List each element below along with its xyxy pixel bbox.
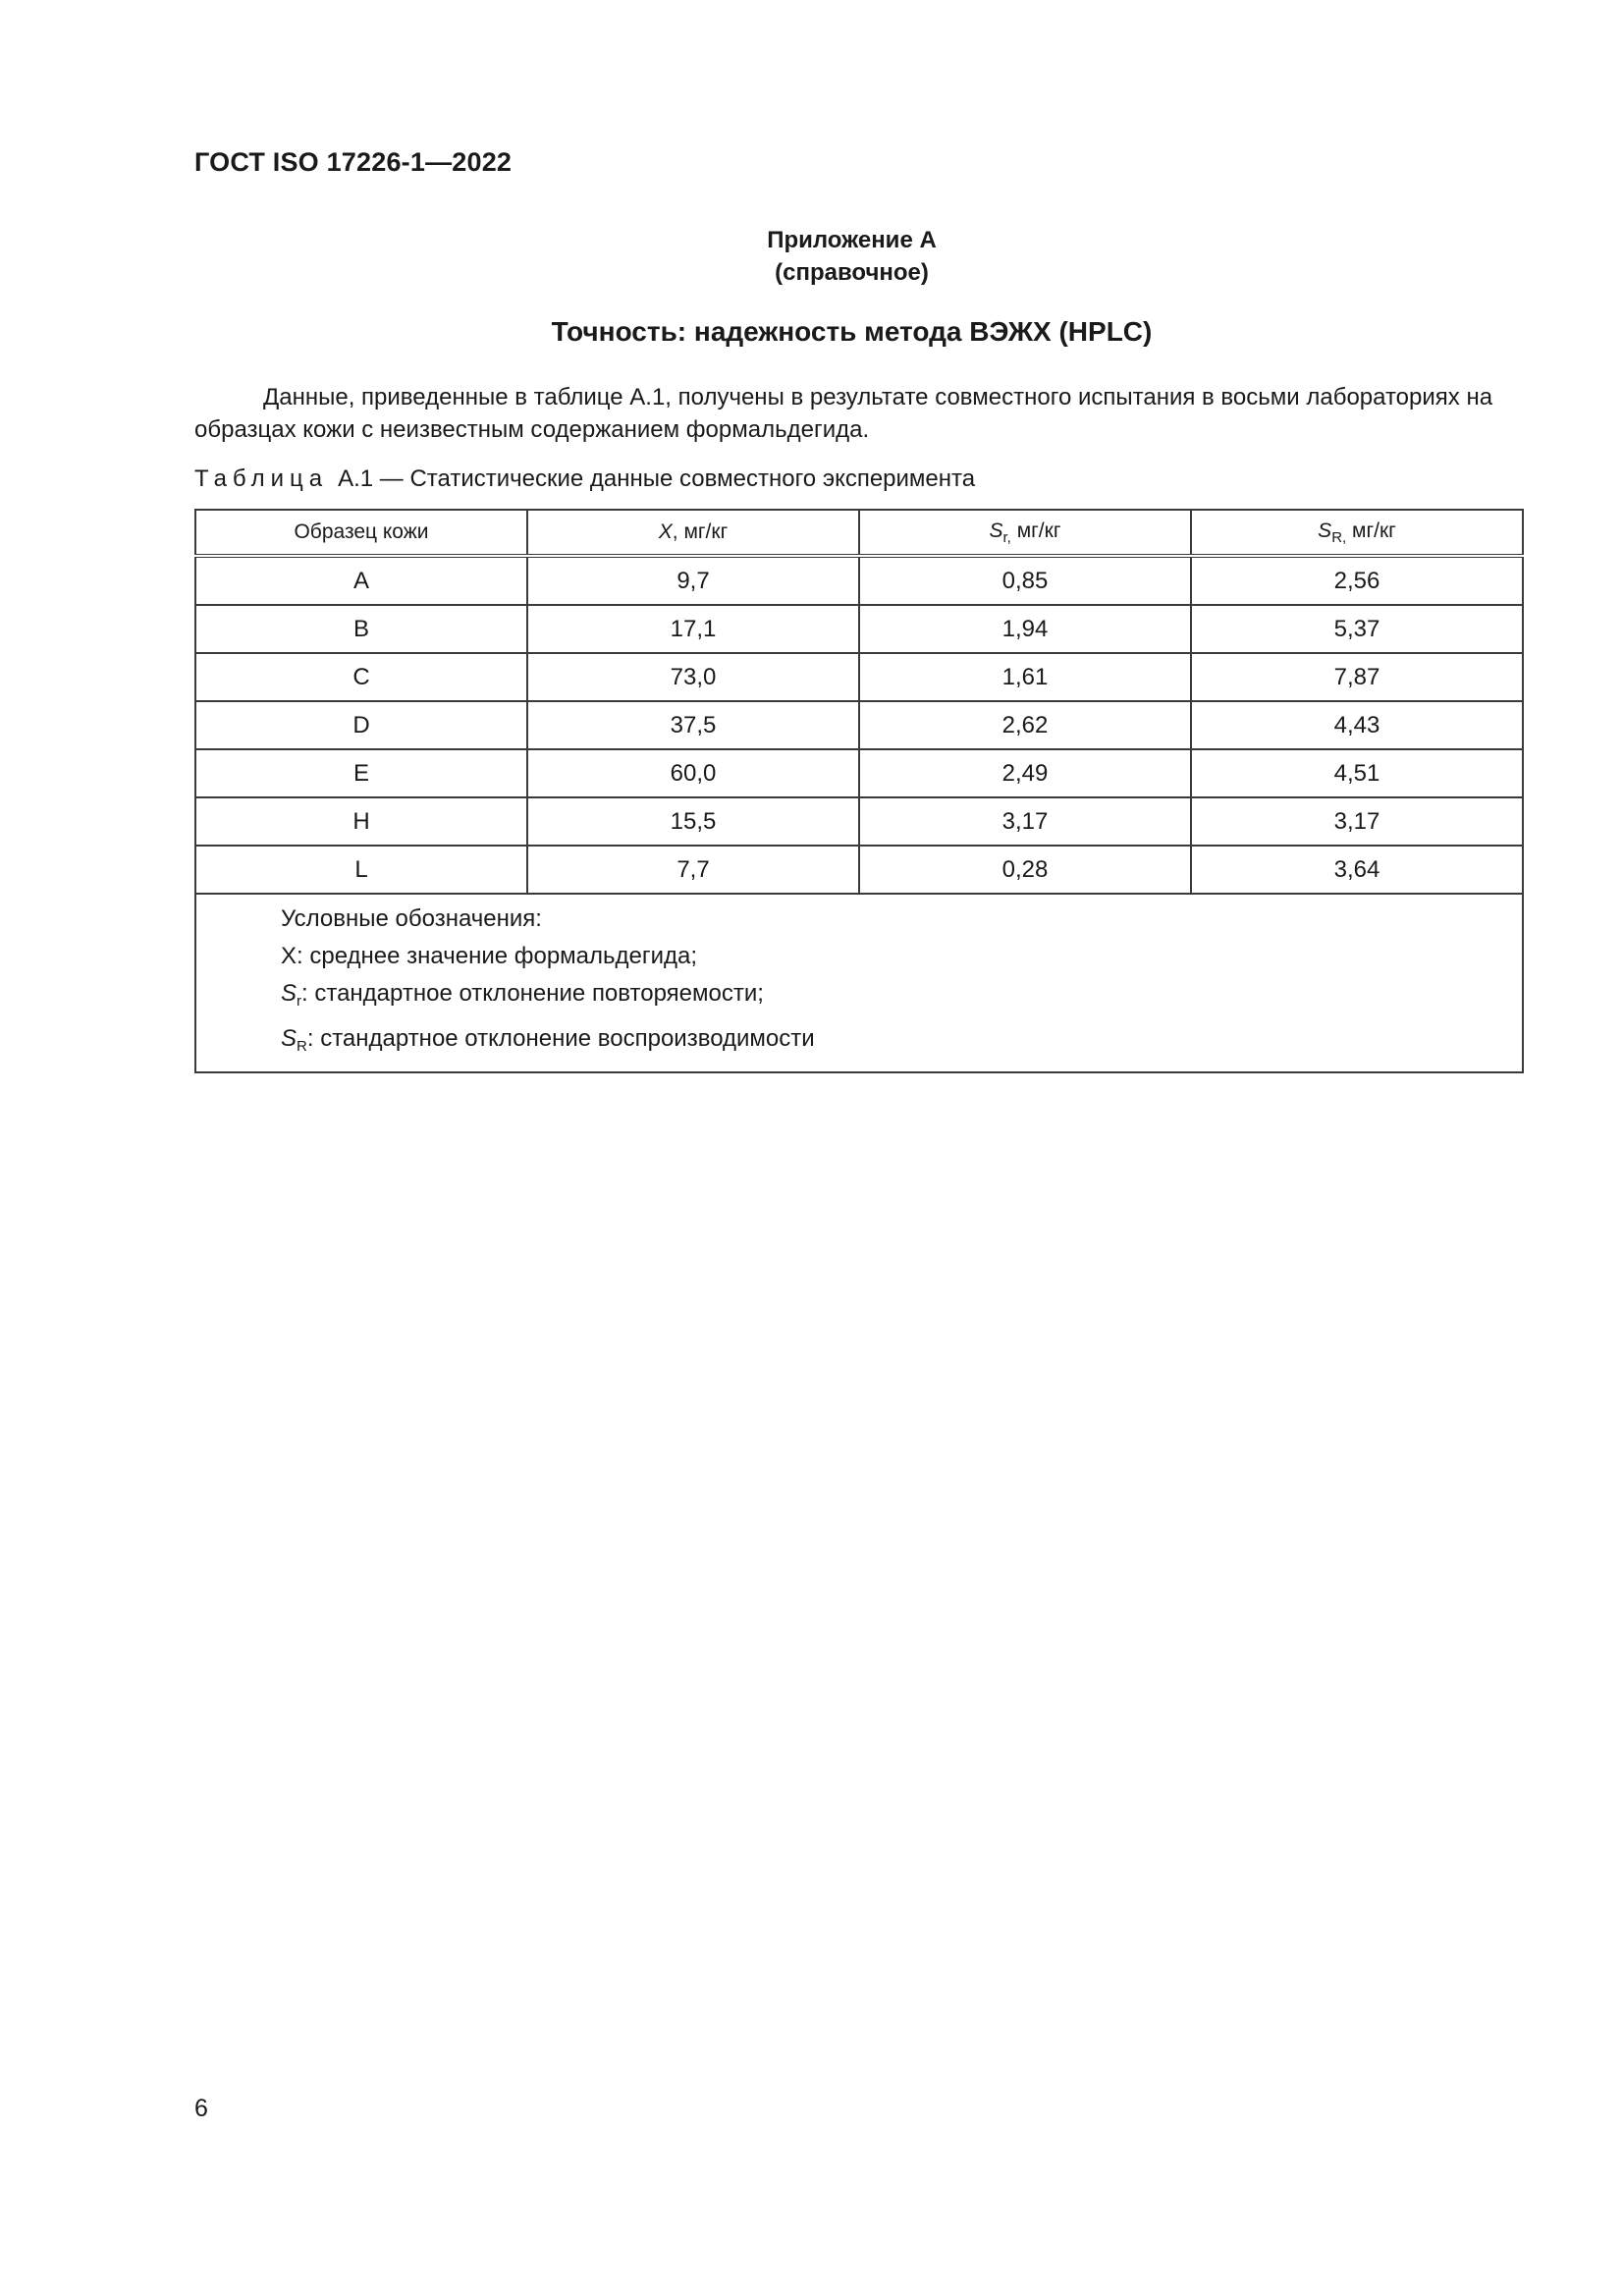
annex-status: (справочное) [775,259,929,286]
legend-sr [281,975,1522,1020]
cell-sample: H [195,797,527,846]
cell-sample: C [195,653,527,701]
cell-sample: D [195,701,527,749]
intro-paragraph [194,381,1520,446]
table-row [195,556,1523,605]
statistics-table [194,509,1524,1073]
cell-sample: E [195,749,527,797]
cell-x: 15,5 [527,797,859,846]
table-caption-text: А.1 — Статистические данные совместного эксперимента [338,465,976,492]
header-sr-symbol: S [989,519,1003,542]
cell-sr: 1,61 [859,653,1191,701]
table-row [195,749,1523,797]
legend-sr-subscript: r [297,993,302,1010]
cell-x: 73,0 [527,653,859,701]
cell-x: 7,7 [527,846,859,894]
annex-heading [0,224,1623,289]
legend-title: Условные обозначения: [281,905,542,932]
header-sample: Образец кожи [195,510,527,556]
legend-row [195,894,1523,1072]
header-sr-subscript: r, [1002,528,1011,546]
cell-sR: 5,37 [1191,605,1523,653]
legend-sR [281,1020,1522,1066]
cell-sR: 4,51 [1191,749,1523,797]
table-caption [194,465,975,493]
legend-sr-symbol: S [281,980,298,1007]
cell-x: 37,5 [527,701,859,749]
cell-sr: 2,62 [859,701,1191,749]
cell-x: 9,7 [527,556,859,605]
annex-title: Приложение А [767,227,937,253]
table-row [195,653,1523,701]
cell-sR: 3,17 [1191,797,1523,846]
table-header-row [195,510,1523,556]
header-x-symbol: X [658,520,673,543]
cell-sR: 3,64 [1191,846,1523,894]
cell-sample: A [195,556,527,605]
table-caption-label: Таблица [194,465,329,492]
intro-paragraph-text: Данные, приведенные в таблице А.1, получены в результате совместного испытания в восьми лабораториях на образцах кожи с неизвестным содержанием формальдегида. [194,384,1493,443]
table-row [195,846,1523,894]
cell-sR: 7,87 [1191,653,1523,701]
legend-sR-text: : стандартное отклонение воспроизводимости [306,1025,815,1052]
legend-x: X: среднее значение формальдегида; [281,943,698,969]
cell-sample: B [195,605,527,653]
cell-sample: L [195,846,527,894]
header-sR-symbol: S [1318,519,1332,542]
cell-sR: 4,43 [1191,701,1523,749]
header-sr-unit: мг/кг [1010,519,1061,542]
page-number: 6 [194,2095,208,2122]
header-sR-subscript: R, [1331,528,1347,546]
header-x-unit: , мг/кг [672,520,729,543]
cell-sr: 1,94 [859,605,1191,653]
cell-sr: 3,17 [859,797,1191,846]
legend-sR-subscript: R [297,1038,307,1055]
cell-sr: 0,28 [859,846,1191,894]
table-row [195,605,1523,653]
table-legend [195,894,1523,1072]
cell-x: 60,0 [527,749,859,797]
table-row [195,797,1523,846]
table-row [195,701,1523,749]
section-heading: Точность: надежность метода ВЭЖХ (HPLC) [551,316,1153,347]
cell-sr: 0,85 [859,556,1191,605]
header-x [527,510,859,556]
header-sR-unit: мг/кг [1346,519,1396,542]
legend-sr-text: : стандартное отклонение повторяемости; [301,980,764,1007]
cell-sr: 2,49 [859,749,1191,797]
standard-code: ГОСТ ISO 17226-1—2022 [194,147,513,177]
header-sR [1191,510,1523,556]
cell-x: 17,1 [527,605,859,653]
legend-sR-symbol: S [281,1025,298,1052]
header-sr [859,510,1191,556]
cell-sR: 2,56 [1191,556,1523,605]
